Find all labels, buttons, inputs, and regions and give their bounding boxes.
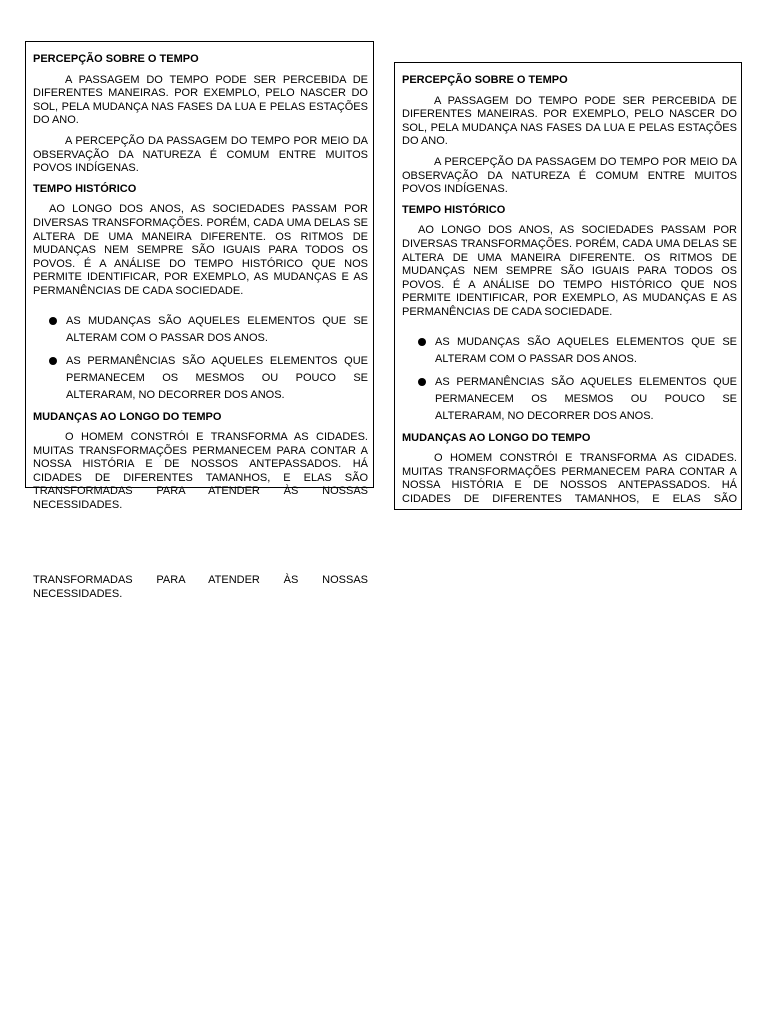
bullet-list — [402, 334, 737, 425]
bullet-list — [33, 313, 368, 404]
overflow-paragraph-line — [33, 574, 368, 601]
list-item — [402, 334, 737, 368]
paragraph-historical-time: AO LONGO DOS ANOS, AS SOCIEDADES PASSAM POR DIVERSAS TRANSFORMAÇÕES. PORÉM, CADA UMA DELAS SE ALTERA DE UMA MANEIRA DIFERENTE. OS RITMOS DE MUDANÇAS NEM SEMPRE SÃO IGUAIS PARA TODOS OS POVOS. É A ANÁLISE DO TEMPO HISTÓRICO QUE NOS PERMITE IDENTIFICAR, POR EXEMPLO, AS MUDANÇAS E AS PERMANÊNCIAS DE CADA SOCIEDADE. — [33, 203, 368, 297]
list-item — [33, 353, 368, 404]
paragraph-changes-over-time: O HOMEM CONSTRÓI E TRANSFORMA AS CIDADES. MUITAS TRANSFORMAÇÕES PERMANECEM PARA CONTAR A NOSSA HISTÓRIA E DE NOSSOS ANTEPASSADOS. HÁ CIDADES DE DIFERENTES TAMANHOS, E ELAS SÃO TRANSFORMADAS PARA ATENDER ÀS NOSSAS NECESSIDADES. — [33, 431, 368, 512]
heading-historical-time: TEMPO HISTÓRICO — [33, 182, 137, 195]
left-box-content — [33, 53, 368, 513]
right-text-box — [394, 62, 742, 510]
heading-historical-time: TEMPO HISTÓRICO — [402, 203, 506, 216]
bullet-text-permanences: AS PERMANÊNCIAS SÃO AQUELES ELEMENTOS QUE PERMANECEM OS MESMOS OU POUCO SE ALTERARAM, NO DECORRER DOS ANOS. — [435, 375, 737, 422]
paragraph-perception-1: A PASSAGEM DO TEMPO PODE SER PERCEBIDA DE DIFERENTES MANEIRAS. POR EXEMPLO, PELO NASCER DO SOL, PELA MUDANÇA NAS FASES DA LUA E PELAS ESTAÇÕES DO ANO. — [33, 73, 368, 127]
heading-changes-over-time: MUDANÇAS AO LONGO DO TEMPO — [33, 410, 222, 423]
paragraph-historical-time: AO LONGO DOS ANOS, AS SOCIEDADES PASSAM POR DIVERSAS TRANSFORMAÇÕES. PORÉM, CADA UMA DELAS SE ALTERA DE UMA MANEIRA DIFERENTE. OS RITMOS DE MUDANÇAS NEM SEMPRE SÃO IGUAIS PARA TODOS OS POVOS. É A ANÁLISE DO TEMPO HISTÓRICO QUE NOS PERMITE IDENTIFICAR, POR EXEMPLO, AS MUDANÇAS E AS PERMANÊNCIAS DE CADA SOCIEDADE. — [402, 224, 737, 318]
bullet-text-changes: AS MUDANÇAS SÃO AQUELES ELEMENTOS QUE SE ALTERAM COM O PASSAR DOS ANOS. — [435, 335, 737, 365]
bullet-icon — [418, 378, 426, 386]
bullet-text-changes: AS MUDANÇAS SÃO AQUELES ELEMENTOS QUE SE ALTERAM COM O PASSAR DOS ANOS. — [66, 314, 368, 344]
paragraph-perception-2: A PERCEPÇÃO DA PASSAGEM DO TEMPO POR MEIO DA OBSERVAÇÃO DA NATUREZA É COMUM ENTRE MUITOS POVOS INDÍGENAS. — [402, 155, 737, 196]
paragraph-perception-2: A PERCEPÇÃO DA PASSAGEM DO TEMPO POR MEIO DA OBSERVAÇÃO DA NATUREZA É COMUM ENTRE MUITOS POVOS INDÍGENAS. — [33, 134, 368, 175]
paragraph-perception-1: A PASSAGEM DO TEMPO PODE SER PERCEBIDA DE DIFERENTES MANEIRAS. POR EXEMPLO, PELO NASCER DO SOL, PELA MUDANÇA NAS FASES DA LUA E PELAS ESTAÇÕES DO ANO. — [402, 94, 737, 148]
list-item — [402, 374, 737, 425]
bullet-icon — [418, 338, 426, 346]
paragraph-changes-over-time: O HOMEM CONSTRÓI E TRANSFORMA AS CIDADES. MUITAS TRANSFORMAÇÕES PERMANECEM PARA CONTAR A NOSSA HISTÓRIA E DE NOSSOS ANTEPASSADOS. HÁ CIDADES DE DIFERENTES TAMANHOS, E ELAS SÃO — [402, 452, 737, 505]
bullet-text-permanences: AS PERMANÊNCIAS SÃO AQUELES ELEMENTOS QUE PERMANECEM OS MESMOS OU POUCO SE ALTERARAM, NO DECORRER DOS ANOS. — [66, 354, 368, 401]
heading-perception: PERCEPÇÃO SOBRE O TEMPO — [33, 53, 199, 65]
bullet-icon — [49, 357, 57, 365]
heading-changes-over-time: MUDANÇAS AO LONGO DO TEMPO — [402, 431, 591, 444]
bullet-icon — [49, 317, 57, 325]
overflow-text: TRANSFORMADAS PARA ATENDER ÀS NOSSAS NECESSIDADES. — [33, 574, 368, 600]
overflow-text-block — [33, 574, 368, 601]
list-item — [33, 313, 368, 347]
right-box-content — [402, 74, 737, 506]
heading-perception: PERCEPÇÃO SOBRE O TEMPO — [402, 74, 568, 86]
